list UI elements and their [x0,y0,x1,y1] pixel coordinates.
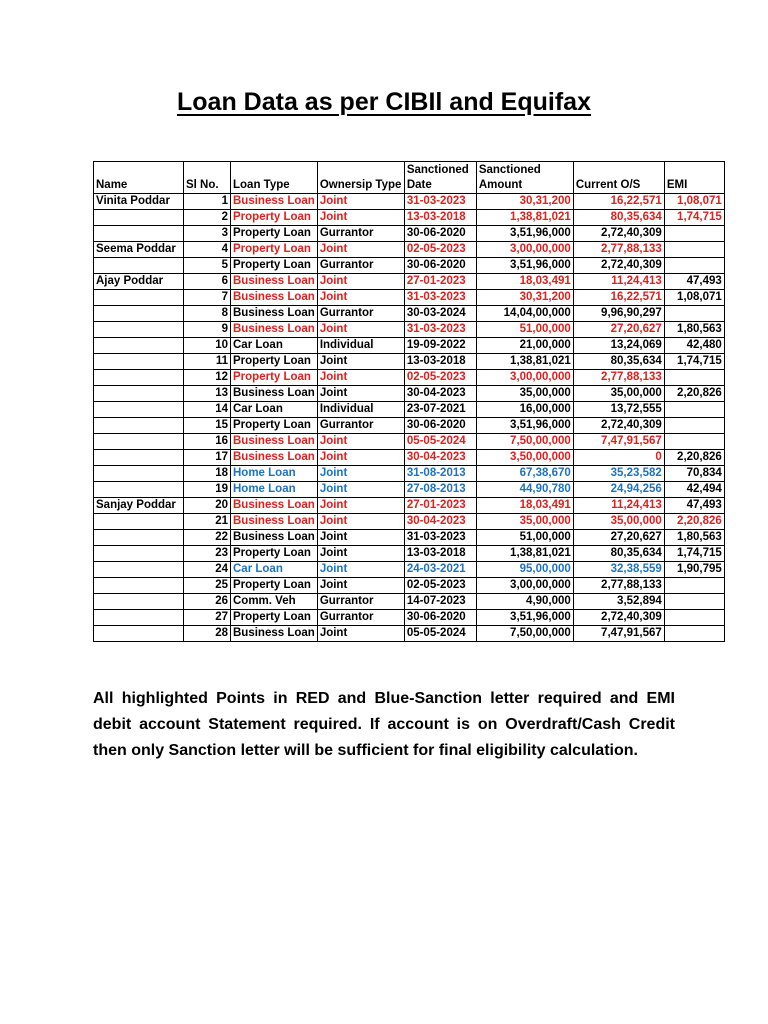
cell-ownership-type: Joint [317,450,404,466]
table-row [94,194,725,210]
cell-name [94,562,184,578]
header-emi: EMI [664,162,724,194]
cell-name [94,226,184,242]
cell-emi [664,306,724,322]
cell-current-os: 7,47,91,567 [573,434,664,450]
cell-sanctioned-date: 23-07-2021 [404,402,476,418]
cell-emi [664,434,724,450]
cell-sanctioned-amount: 3,51,96,000 [476,258,573,274]
cell-sl-no: 7 [184,290,231,306]
cell-sanctioned-amount: 30,31,200 [476,194,573,210]
cell-loan-type: Car Loan [231,402,318,418]
cell-loan-type: Business Loan [231,322,318,338]
cell-sanctioned-date: 30-06-2020 [404,610,476,626]
cell-emi: 2,20,826 [664,514,724,530]
cell-emi: 2,20,826 [664,450,724,466]
cell-ownership-type: Joint [317,578,404,594]
cell-ownership-type: Gurrantor [317,610,404,626]
cell-ownership-type: Gurrantor [317,418,404,434]
cell-ownership-type: Joint [317,194,404,210]
cell-loan-type: Property Loan [231,370,318,386]
cell-emi [664,418,724,434]
cell-emi [664,242,724,258]
cell-sl-no: 3 [184,226,231,242]
cell-name [94,530,184,546]
cell-sl-no: 5 [184,258,231,274]
cell-sl-no: 15 [184,418,231,434]
cell-sanctioned-date: 02-05-2023 [404,578,476,594]
table-row [94,242,725,258]
cell-sl-no: 12 [184,370,231,386]
cell-sl-no: 19 [184,482,231,498]
table-row [94,626,725,642]
cell-name: Seema Poddar [94,242,184,258]
table-row [94,498,725,514]
cell-loan-type: Property Loan [231,354,318,370]
cell-name [94,610,184,626]
cell-ownership-type: Joint [317,434,404,450]
cell-current-os: 2,77,88,133 [573,242,664,258]
cell-emi: 1,74,715 [664,210,724,226]
loan-table [93,161,725,642]
cell-emi: 1,08,071 [664,290,724,306]
cell-emi [664,226,724,242]
cell-current-os: 2,72,40,309 [573,418,664,434]
cell-sanctioned-date: 30-04-2023 [404,450,476,466]
cell-sanctioned-date: 27-08-2013 [404,482,476,498]
cell-sl-no: 11 [184,354,231,370]
header-sanctioned-date: Sanctioned Date [404,162,476,194]
cell-sanctioned-amount: 7,50,00,000 [476,434,573,450]
cell-sanctioned-date: 19-09-2022 [404,338,476,354]
cell-current-os: 35,00,000 [573,514,664,530]
table-row [94,370,725,386]
cell-name: Sanjay Poddar [94,498,184,514]
cell-sl-no: 24 [184,562,231,578]
cell-emi: 2,20,826 [664,386,724,402]
cell-sanctioned-date: 05-05-2024 [404,434,476,450]
cell-ownership-type: Joint [317,210,404,226]
cell-sanctioned-date: 14-07-2023 [404,594,476,610]
cell-sl-no: 6 [184,274,231,290]
cell-loan-type: Business Loan [231,498,318,514]
cell-emi: 1,08,071 [664,194,724,210]
cell-current-os: 35,00,000 [573,386,664,402]
cell-sl-no: 9 [184,322,231,338]
cell-emi: 42,480 [664,338,724,354]
cell-loan-type: Business Loan [231,514,318,530]
table-row [94,258,725,274]
cell-current-os: 32,38,559 [573,562,664,578]
cell-sanctioned-amount: 3,51,96,000 [476,418,573,434]
cell-emi: 70,834 [664,466,724,482]
cell-sanctioned-date: 05-05-2024 [404,626,476,642]
cell-loan-type: Property Loan [231,610,318,626]
cell-sanctioned-date: 31-03-2023 [404,290,476,306]
cell-loan-type: Business Loan [231,626,318,642]
cell-current-os: 80,35,634 [573,354,664,370]
cell-sanctioned-date: 30-06-2020 [404,258,476,274]
cell-name [94,258,184,274]
cell-emi: 1,80,563 [664,530,724,546]
table-row [94,530,725,546]
cell-loan-type: Home Loan [231,466,318,482]
header-name: Name [94,162,184,194]
cell-name [94,626,184,642]
table-row [94,338,725,354]
cell-sl-no: 16 [184,434,231,450]
cell-current-os: 2,77,88,133 [573,370,664,386]
cell-emi [664,626,724,642]
cell-sl-no: 27 [184,610,231,626]
cell-sanctioned-date: 31-03-2023 [404,530,476,546]
cell-name [94,322,184,338]
table-row [94,594,725,610]
table-row [94,226,725,242]
cell-ownership-type: Joint [317,466,404,482]
cell-current-os: 2,72,40,309 [573,258,664,274]
cell-ownership-type: Joint [317,274,404,290]
cell-sanctioned-amount: 4,90,000 [476,594,573,610]
cell-loan-type: Business Loan [231,386,318,402]
cell-name [94,386,184,402]
cell-sanctioned-date: 31-03-2023 [404,322,476,338]
table-row [94,562,725,578]
loan-table-body [94,194,725,642]
cell-loan-type: Business Loan [231,434,318,450]
cell-current-os: 11,24,413 [573,498,664,514]
cell-ownership-type: Joint [317,354,404,370]
cell-ownership-type: Joint [317,626,404,642]
cell-sanctioned-amount: 14,04,00,000 [476,306,573,322]
cell-name [94,402,184,418]
cell-current-os: 2,77,88,133 [573,578,664,594]
header-current-os: Current O/S [573,162,664,194]
cell-current-os: 35,23,582 [573,466,664,482]
cell-sl-no: 28 [184,626,231,642]
cell-sanctioned-amount: 3,51,96,000 [476,610,573,626]
header-ownership-type: Ownersip Type [317,162,404,194]
cell-sanctioned-amount: 51,00,000 [476,322,573,338]
cell-emi [664,594,724,610]
cell-loan-type: Property Loan [231,578,318,594]
cell-name [94,354,184,370]
cell-ownership-type: Joint [317,562,404,578]
cell-sanctioned-date: 24-03-2021 [404,562,476,578]
cell-loan-type: Comm. Veh [231,594,318,610]
cell-loan-type: Property Loan [231,546,318,562]
cell-ownership-type: Gurrantor [317,594,404,610]
cell-emi: 42,494 [664,482,724,498]
cell-sanctioned-amount: 35,00,000 [476,386,573,402]
cell-loan-type: Property Loan [231,242,318,258]
cell-sanctioned-amount: 35,00,000 [476,514,573,530]
cell-name [94,466,184,482]
table-row [94,322,725,338]
cell-name [94,482,184,498]
cell-emi: 47,493 [664,274,724,290]
cell-sanctioned-date: 13-03-2018 [404,354,476,370]
cell-sl-no: 2 [184,210,231,226]
cell-name: Vinita Poddar [94,194,184,210]
cell-sanctioned-date: 31-08-2013 [404,466,476,482]
cell-current-os: 24,94,256 [573,482,664,498]
cell-name [94,306,184,322]
cell-sl-no: 4 [184,242,231,258]
loan-table-header [94,162,725,194]
cell-emi: 1,90,795 [664,562,724,578]
cell-sanctioned-amount: 3,00,00,000 [476,578,573,594]
cell-sanctioned-date: 02-05-2023 [404,370,476,386]
cell-sanctioned-date: 30-04-2023 [404,386,476,402]
cell-loan-type: Car Loan [231,562,318,578]
cell-loan-type: Business Loan [231,450,318,466]
cell-sl-no: 10 [184,338,231,354]
cell-loan-type: Business Loan [231,274,318,290]
instruction-note: All highlighted Points in RED and Blue-Sanction letter required and EMI debit account Statement required. If account is on Overdraft/Cash Credit then only Sanction letter will be sufficient for final eligibility calculation. [93,690,675,759]
cell-ownership-type: Joint [317,530,404,546]
cell-name [94,338,184,354]
cell-sanctioned-amount: 67,38,670 [476,466,573,482]
cell-sl-no: 22 [184,530,231,546]
cell-sl-no: 14 [184,402,231,418]
cell-name [94,514,184,530]
cell-loan-type: Property Loan [231,258,318,274]
cell-name [94,546,184,562]
table-row [94,274,725,290]
cell-ownership-type: Gurrantor [317,306,404,322]
table-row [94,450,725,466]
table-row [94,306,725,322]
cell-ownership-type: Joint [317,546,404,562]
cell-sl-no: 25 [184,578,231,594]
cell-current-os: 27,20,627 [573,322,664,338]
cell-sl-no: 20 [184,498,231,514]
cell-emi [664,402,724,418]
cell-loan-type: Car Loan [231,338,318,354]
cell-current-os: 0 [573,450,664,466]
cell-sanctioned-date: 13-03-2018 [404,546,476,562]
table-row [94,514,725,530]
cell-loan-type: Business Loan [231,530,318,546]
header-sl-no: Sl No. [184,162,231,194]
cell-sanctioned-date: 30-06-2020 [404,418,476,434]
cell-emi [664,610,724,626]
cell-sanctioned-amount: 3,50,00,000 [476,450,573,466]
cell-sanctioned-amount: 95,00,000 [476,562,573,578]
cell-sanctioned-date: 30-03-2024 [404,306,476,322]
cell-emi: 1,74,715 [664,354,724,370]
cell-current-os: 13,72,555 [573,402,664,418]
cell-current-os: 3,52,894 [573,594,664,610]
cell-ownership-type: Joint [317,498,404,514]
cell-sl-no: 21 [184,514,231,530]
cell-sanctioned-date: 02-05-2023 [404,242,476,258]
table-row [94,578,725,594]
cell-sanctioned-amount: 7,50,00,000 [476,626,573,642]
page-title-text: Loan Data as per CIBIl and Equifax [177,88,591,116]
cell-sanctioned-amount: 21,00,000 [476,338,573,354]
cell-name [94,418,184,434]
cell-ownership-type: Individual [317,338,404,354]
cell-current-os: 11,24,413 [573,274,664,290]
cell-emi: 1,74,715 [664,546,724,562]
cell-ownership-type: Gurrantor [317,226,404,242]
cell-name [94,210,184,226]
cell-emi [664,578,724,594]
cell-sanctioned-amount: 1,38,81,021 [476,210,573,226]
cell-sanctioned-amount: 3,00,00,000 [476,242,573,258]
cell-sanctioned-date: 30-04-2023 [404,514,476,530]
cell-sanctioned-amount: 51,00,000 [476,530,573,546]
page-title [0,88,768,117]
cell-loan-type: Home Loan [231,482,318,498]
cell-emi: 1,80,563 [664,322,724,338]
table-row [94,466,725,482]
cell-sl-no: 17 [184,450,231,466]
cell-sanctioned-date: 27-01-2023 [404,498,476,514]
cell-name [94,290,184,306]
cell-current-os: 7,47,91,567 [573,626,664,642]
table-row [94,402,725,418]
cell-ownership-type: Joint [317,514,404,530]
table-row [94,290,725,306]
cell-loan-type: Property Loan [231,210,318,226]
cell-sanctioned-amount: 16,00,000 [476,402,573,418]
table-row [94,418,725,434]
cell-ownership-type: Joint [317,482,404,498]
cell-sanctioned-amount: 1,38,81,021 [476,354,573,370]
cell-name: Ajay Poddar [94,274,184,290]
cell-emi [664,258,724,274]
cell-current-os: 13,24,069 [573,338,664,354]
cell-loan-type: Property Loan [231,418,318,434]
cell-ownership-type: Joint [317,322,404,338]
cell-current-os: 80,35,634 [573,210,664,226]
cell-emi [664,370,724,386]
cell-current-os: 9,96,90,297 [573,306,664,322]
cell-sanctioned-amount: 3,51,96,000 [476,226,573,242]
cell-name [94,370,184,386]
cell-name [94,594,184,610]
cell-sl-no: 23 [184,546,231,562]
table-row [94,354,725,370]
cell-name [94,434,184,450]
cell-sanctioned-date: 30-06-2020 [404,226,476,242]
table-row [94,386,725,402]
cell-sanctioned-date: 13-03-2018 [404,210,476,226]
cell-current-os: 80,35,634 [573,546,664,562]
cell-name [94,450,184,466]
cell-sanctioned-date: 31-03-2023 [404,194,476,210]
cell-sanctioned-amount: 1,38,81,021 [476,546,573,562]
header-sanctioned-amount: Sanctioned Amount [476,162,573,194]
cell-sanctioned-amount: 44,90,780 [476,482,573,498]
cell-sl-no: 26 [184,594,231,610]
cell-sl-no: 1 [184,194,231,210]
cell-emi: 47,493 [664,498,724,514]
cell-current-os: 27,20,627 [573,530,664,546]
cell-loan-type: Business Loan [231,290,318,306]
cell-sanctioned-amount: 30,31,200 [476,290,573,306]
cell-ownership-type: Gurrantor [317,258,404,274]
table-row [94,210,725,226]
header-loan-type: Loan Type [231,162,318,194]
cell-sanctioned-amount: 18,03,491 [476,274,573,290]
cell-ownership-type: Joint [317,242,404,258]
cell-current-os: 16,22,571 [573,290,664,306]
table-row [94,482,725,498]
cell-ownership-type: Individual [317,402,404,418]
cell-sl-no: 18 [184,466,231,482]
cell-loan-type: Business Loan [231,194,318,210]
cell-sanctioned-amount: 3,00,00,000 [476,370,573,386]
cell-loan-type: Property Loan [231,226,318,242]
table-row [94,546,725,562]
cell-sanctioned-amount: 18,03,491 [476,498,573,514]
cell-sl-no: 8 [184,306,231,322]
cell-ownership-type: Joint [317,370,404,386]
cell-ownership-type: Joint [317,386,404,402]
header-row [94,162,725,194]
cell-sl-no: 13 [184,386,231,402]
table-row [94,434,725,450]
cell-sanctioned-date: 27-01-2023 [404,274,476,290]
cell-current-os: 2,72,40,309 [573,226,664,242]
table-row [94,610,725,626]
cell-loan-type: Business Loan [231,306,318,322]
cell-current-os: 2,72,40,309 [573,610,664,626]
cell-current-os: 16,22,571 [573,194,664,210]
cell-ownership-type: Joint [317,290,404,306]
cell-name [94,578,184,594]
